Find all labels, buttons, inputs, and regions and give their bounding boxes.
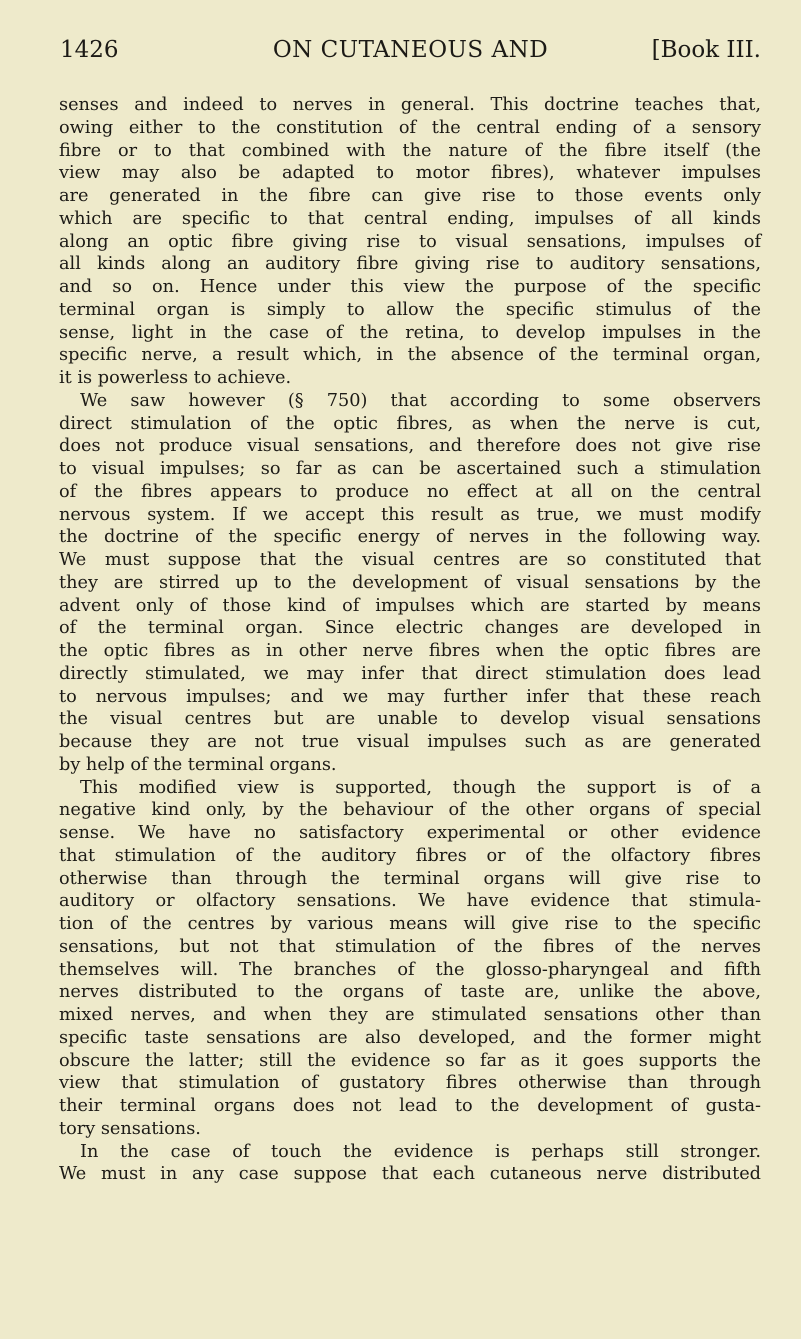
page-header: [60, 30, 761, 70]
text-line: themselves will. The branches of the glosso-pharyngeal and fifth: [59, 959, 761, 980]
text-line: directly stimulated, we may infer that direct stimulation does lead: [59, 663, 761, 684]
text-line: of the terminal organ. Since electric changes are developed in: [59, 618, 761, 639]
text-line: tory sensations.: [59, 1118, 201, 1139]
text-line: the visual centres but are unable to develop visual sensations: [59, 709, 761, 730]
text-line: specific nerve, a result which, in the absence of the terminal organ,: [59, 345, 761, 366]
text-line: it is powerless to achieve.: [59, 368, 292, 388]
text-line: We saw however (§ 750) that according to some observers: [80, 390, 761, 411]
text-line: terminal organ is simply to allow the specific stimulus of the: [59, 299, 761, 320]
text-line: are generated in the fibre can give rise to those events only: [59, 186, 761, 206]
body-text: [59, 94, 761, 1186]
text-line: We must in any case suppose that each cutaneous nerve distributed: [59, 1164, 761, 1185]
text-line: by help of the terminal organs.: [59, 754, 337, 775]
text-line: tion of the centres by various means will give rise to the specific: [59, 914, 761, 934]
running-title: ON CUTANEOUS AND: [272, 37, 549, 63]
text-line: owing either to the constitution of the central ending of a sensory: [59, 117, 761, 138]
text-line: senses and indeed to nerves in general. This doctrine teaches that,: [59, 95, 761, 115]
text-line: sensations, but not that stimulation of the fibres of the nerves: [59, 936, 761, 957]
text-line: the doctrine of the specific energy of nerves in the following way.: [59, 527, 761, 548]
text-line: the optic fibres as in other nerve fibres when the optic fibres are: [59, 641, 761, 661]
text-line: mixed nerves, and when they are stimulated sensations other than: [59, 1005, 761, 1025]
text-line: fibre or to that combined with the nature of the fibre itself (the: [59, 140, 761, 161]
text-line: which are specific to that central ending, impulses of all kinds: [59, 208, 761, 229]
text-line: and so on. Hence under this view the purpose of the specific: [59, 277, 761, 297]
text-line: view that stimulation of gustatory fibres otherwise than through: [59, 1073, 761, 1094]
text-line: direct stimulation of the optic fibres, as when the nerve is cut,: [59, 413, 761, 434]
text-line: In the case of touch the evidence is perhaps still stronger.: [80, 1141, 761, 1162]
page-number: 1426: [60, 37, 119, 63]
text-line: they are stirred up to the development of visual sensations by the: [59, 572, 761, 593]
text-line: that stimulation of the auditory fibres or of the olfactory fibres: [59, 845, 761, 866]
text-line: advent only of those kind of impulses which are started by means: [59, 595, 761, 616]
text-line: sense. We have no satisfactory experimental or other evidence: [59, 823, 761, 843]
text-line: their terminal organs does not lead to the development of gusta-: [59, 1096, 761, 1116]
text-line: view may also be adapted to motor fibres), whatever impulses: [59, 163, 761, 184]
text-line: along an optic fibre giving rise to visual sensations, impulses of: [59, 231, 761, 252]
book-reference: [Book III.: [651, 37, 761, 63]
text-line: nerves distributed to the organs of taste are, unlike the above,: [59, 982, 761, 1003]
text-line: to nervous impulses; and we may further infer that these reach: [59, 686, 761, 707]
text-line: nervous system. If we accept this result as true, we must modify: [59, 504, 761, 525]
text-line: negative kind only, by the behaviour of the other organs of special: [59, 800, 761, 821]
text-line: to visual impulses; so far as can be ascertained such a stimulation: [59, 459, 761, 479]
text-line: all kinds along an auditory fibre giving rise to auditory sensations,: [59, 254, 761, 275]
text-line: otherwise than through the terminal organs will give rise to: [59, 868, 761, 889]
text-line: of the fibres appears to produce no effect at all on the central: [59, 481, 761, 502]
text-line: This modified view is supported, though the support is of a: [80, 777, 761, 798]
text-line: specific taste sensations are also developed, and the former might: [59, 1027, 761, 1048]
text-line: obscure the latter; still the evidence so far as it goes supports the: [59, 1050, 761, 1071]
text-line: does not produce visual sensations, and therefore does not give rise: [59, 436, 761, 457]
text-line: because they are not true visual impulses such as are generated: [59, 732, 761, 752]
text-line: sense, light in the case of the retina, to develop impulses in the: [59, 322, 761, 343]
text-line: auditory or olfactory sensations. We have evidence that stimula-: [59, 891, 761, 912]
text-line: We must suppose that the visual centres are so constituted that: [59, 550, 761, 570]
